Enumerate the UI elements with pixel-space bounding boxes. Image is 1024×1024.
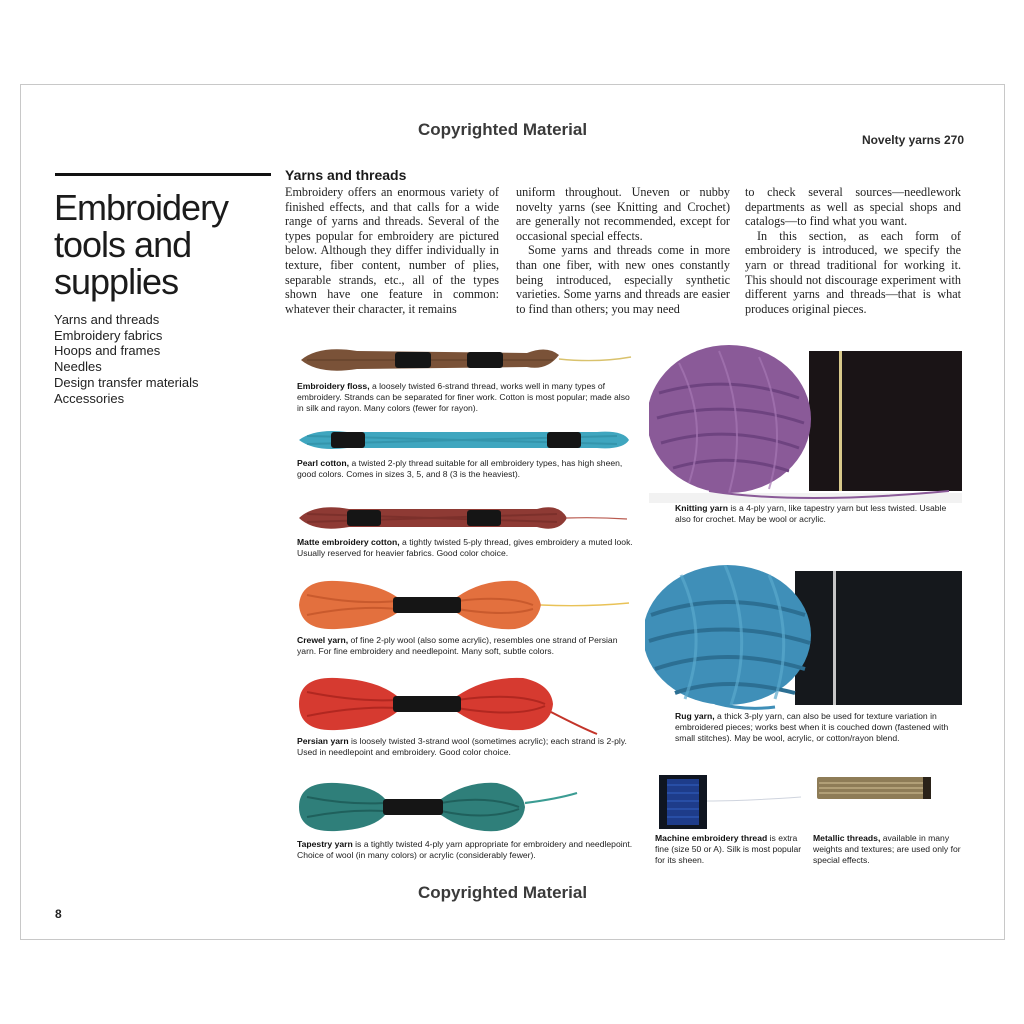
skein-crewel [297,575,633,657]
paragraph: Embroidery offers an enormous variety of finished effects, and that calls for a wide range of yarns and threads. Several of the types popular for embroidery are pictured below. Although they differ individually in texture, fiber content, number of plies, separable strands, etc., all of the types shown have one feature in common: whatever their character, it remains [285,185,499,316]
book-page [20,84,1005,940]
machine-thread-figure [655,775,803,866]
running-head: Novelty yarns 270 [861,133,964,147]
caption-rug: Rug yarn, a thick 3-ply yarn, can also be used for texture variation in embroidered pieces; works best when it is couched down (fastened with small stitches). May be wool, acrylic, or cotton/rayon blend. [675,711,949,743]
spacer [285,161,965,162]
rug-yarn-photo [645,565,962,711]
chapter-title: Embroidery tools and supplies [54,187,229,302]
skein-matte-cotton [297,499,633,559]
toc-item[interactable]: Embroidery fabrics [54,327,163,343]
crewel-skein-image [297,575,633,635]
paragraph: uniform throughout. Uneven or nubby novelty yarns (see Knitting and Crochet) are generally not recommended, except for occasional special effects. [516,185,730,243]
toc-item[interactable]: Accessories [54,390,125,406]
caption-metallic: Metallic threads, available in many weights and textures; are used only for special effects. [813,833,961,865]
watermark-bottom: Copyrighted Material [418,883,588,902]
toc-item[interactable]: Hoops and frames [54,343,161,359]
caption-tapestry: Tapestry yarn is a tightly twisted 4-ply yarn appropriate for embroidery and needlepoint. Choice of wool (in many colors) or acrylic (considerably fewer). [297,839,633,860]
paragraph: Some yarns and threads come in more than one fiber, with new ones constantly being introduced, especially synthetic varieties. Some yarns and threads are easier to find than others; you may need [516,243,730,316]
paragraph: to check several sources—needlework departments as well as special shops and catalogs—to find what you want. [745,185,961,229]
caption-matte-cotton: Matte embroidery cotton, a tightly twisted 5-ply thread, gives embroidery a muted look. Usually reserved for heavier fabrics. Good color choice. [297,537,633,558]
toc-item[interactable]: Needles [54,359,102,375]
caption-persian: Persian yarn is loosely twisted 3-strand wool (sometimes acrylic); each strand is 2-ply. Used in needlepoint and embroidery. Good color choice. [297,736,627,757]
title-rule [55,173,271,176]
toc-item[interactable]: Yarns and threads [54,312,160,327]
section-list [54,312,274,406]
text-column-2 [516,185,730,316]
toc-item[interactable]: Design transfer materials [54,374,199,390]
floss-skein-image [297,339,633,381]
section-heading: Yarns and threads [285,167,407,183]
watermark-top: Copyrighted Material [418,120,588,139]
metallic-thread-figure [813,775,961,866]
page-number: 8 [55,907,62,921]
machine-thread-photo [655,775,803,831]
metallic-thread-photo [813,775,961,831]
rug-yarn-figure [645,565,962,744]
skein-persian [297,672,633,758]
tapestry-skein-image [297,775,637,839]
knitting-yarn-photo [649,343,962,503]
skein-pearl-cotton [297,422,633,480]
pearl-cotton-skein-image [297,422,633,458]
matte-cotton-skein-image [297,499,633,537]
caption-crewel: Crewel yarn, of fine 2-ply wool (also some acrylic), resembles one strand of Persian yarn. For fine embroidery and needlepoint. Many soft, subtle colors. [297,635,618,656]
paragraph: In this section, as each form of embroidery is introduced, we specify the yarn or thread traditional for working it. This should not discourage experiment with different yarns and threads—that is what produces original pieces. [745,228,961,316]
caption-pearl-cotton: Pearl cotton, a twisted 2-ply thread suitable for all embroidery types, has high sheen, good colors. Comes in sizes 3, 5, and 8 (3 is the heaviest). [297,458,623,479]
knitting-yarn-figure [649,343,962,525]
text-column-3 [745,185,961,316]
caption-machine: Machine embroidery thread is extra fine (size 50 or A). Silk is most popular for its sheen. [655,833,802,865]
skein-tapestry [297,775,637,861]
text-column-1 [285,185,499,316]
persian-skein-image [297,672,633,736]
caption-floss: Embroidery floss, a loosely twisted 6-strand thread, works well in many types of embroidery. Strands can be separated for finer work. Cotton is most popular; made also in silk and rayon. Many colors (fewer for rayon). [297,381,630,413]
caption-knitting: Knitting yarn is a 4-ply yarn, like tapestry yarn but less twisted. Usable also for crochet. May be wool or acrylic. [675,503,947,524]
skein-floss [297,339,633,414]
